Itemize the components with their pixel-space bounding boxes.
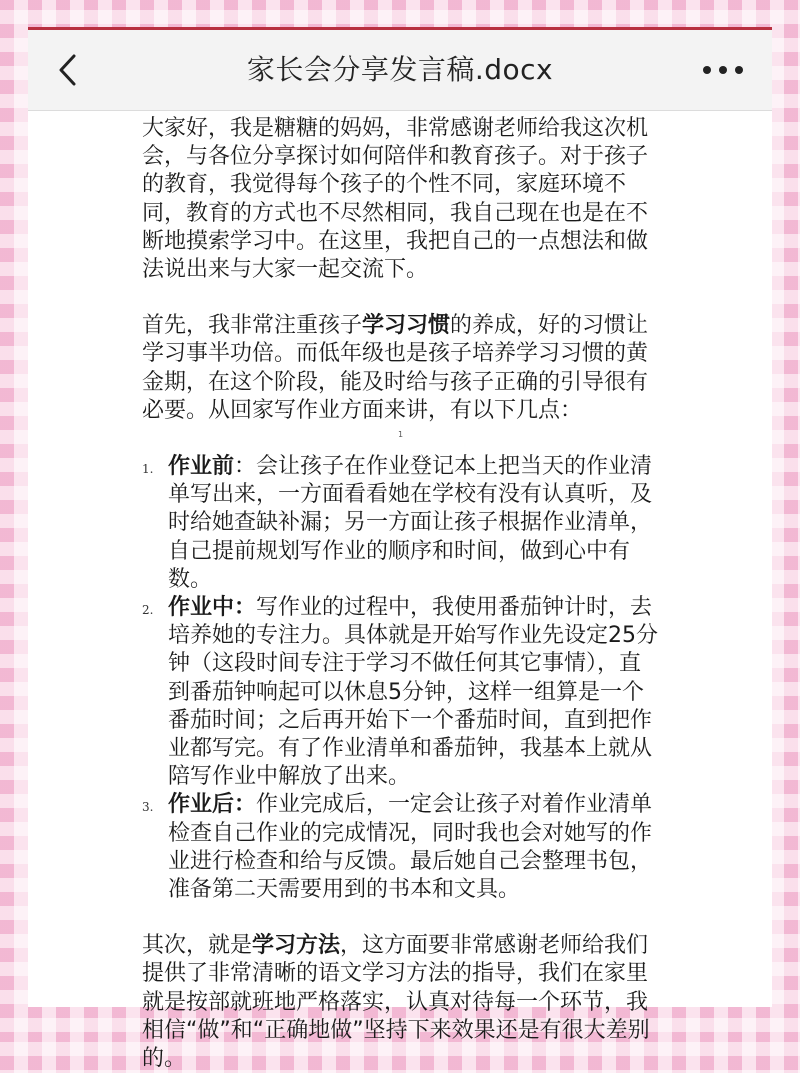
list-item-label: 作业前: [168, 454, 235, 480]
habits-keyword: 学习习惯: [362, 313, 451, 339]
more-horizontal-icon[interactable]: [700, 58, 746, 82]
list-item: [142, 453, 662, 594]
methods-keyword: 学习方法: [252, 933, 341, 959]
habits-paragraph: [142, 312, 662, 425]
list-item-label: 作业后：: [168, 792, 257, 818]
intro-paragraph: 大家好，我是糖糖的妈妈，非常感谢老师给我这次机会，与各位分享探讨如何陪伴和教育孩子。对于孩子的教育，我觉得每个孩子的个性不同，家庭环境不同，教育的方式也不尽然相同，我自己现在也是在不断地摸索学习中。在这里，我把自己的一点想法和做法说出来与大家一起交流下。: [142, 116, 649, 283]
document-title: 家长会分享发言稿.docx: [246, 53, 554, 86]
methods-text-after: ，这方面要非常感谢老师给我们提供了非常清晰的语文学习方法的指导，我们在家里就是按部就班地严格落实，认真对待每一个环节，我相信“做”和“正确地做”坚持下来效果还是有很大差别的。: [142, 933, 650, 1072]
document-body: [142, 115, 662, 1073]
list-number: 1.: [142, 462, 154, 477]
list-item-label: 作业中：: [168, 595, 257, 621]
navigation-bar: [28, 30, 772, 111]
methods-text-before: 其次，就是: [142, 933, 253, 959]
list-item-text: 写作业的过程中，我使用番茄钟计时，去培养她的专注力。具体就是开始写作业先设定25分钟（这段时间专注于学习不做任何其它事情），直到番茄钟响起可以休息5分钟，这样一组算是一个番茄时间；之后再开始下一个番茄时间，直到把作业都写完。有了作业清单和番茄钟，我基本上就从陪写作业中解放了出来。: [168, 595, 658, 790]
stray-mark-row: [142, 425, 662, 453]
habits-text-before: 首先，我非常注重孩子: [142, 313, 363, 339]
list-item-text: 作业完成后，一定会让孩子对着作业清单检查自己作业的完成情况，同时我也会对她写的作业进行检查和给与反馈。最后她自己会整理书包，准备第二天需要用到的书本和文具。: [168, 792, 653, 903]
stray-mark: 1: [398, 430, 404, 440]
chevron-left-icon[interactable]: [54, 52, 84, 88]
list-item-text: ：会让孩子在作业登记本上把当天的作业清单写出来，一方面看看她在学校有没有认真听，及时给她查缺补漏；另一方面让孩子根据作业清单，自己提前规划写作业的顺序和时间，做到心中有数。: [168, 454, 653, 592]
habits-text-after: 的养成，好的习惯让学习事半功倍。而低年级也是孩子培养学习习惯的黄金期，在这个阶段，能及时给与孩子正确的引导很有必要。从回家写作业方面来讲，有以下几点：: [142, 313, 649, 423]
list-number: 3.: [142, 800, 154, 815]
homework-steps-list: [142, 453, 662, 904]
list-number: 2.: [142, 603, 154, 618]
list-item: [142, 791, 662, 904]
methods-paragraph: [142, 932, 662, 1073]
list-item: [142, 594, 662, 791]
document-viewer: [28, 27, 772, 1072]
